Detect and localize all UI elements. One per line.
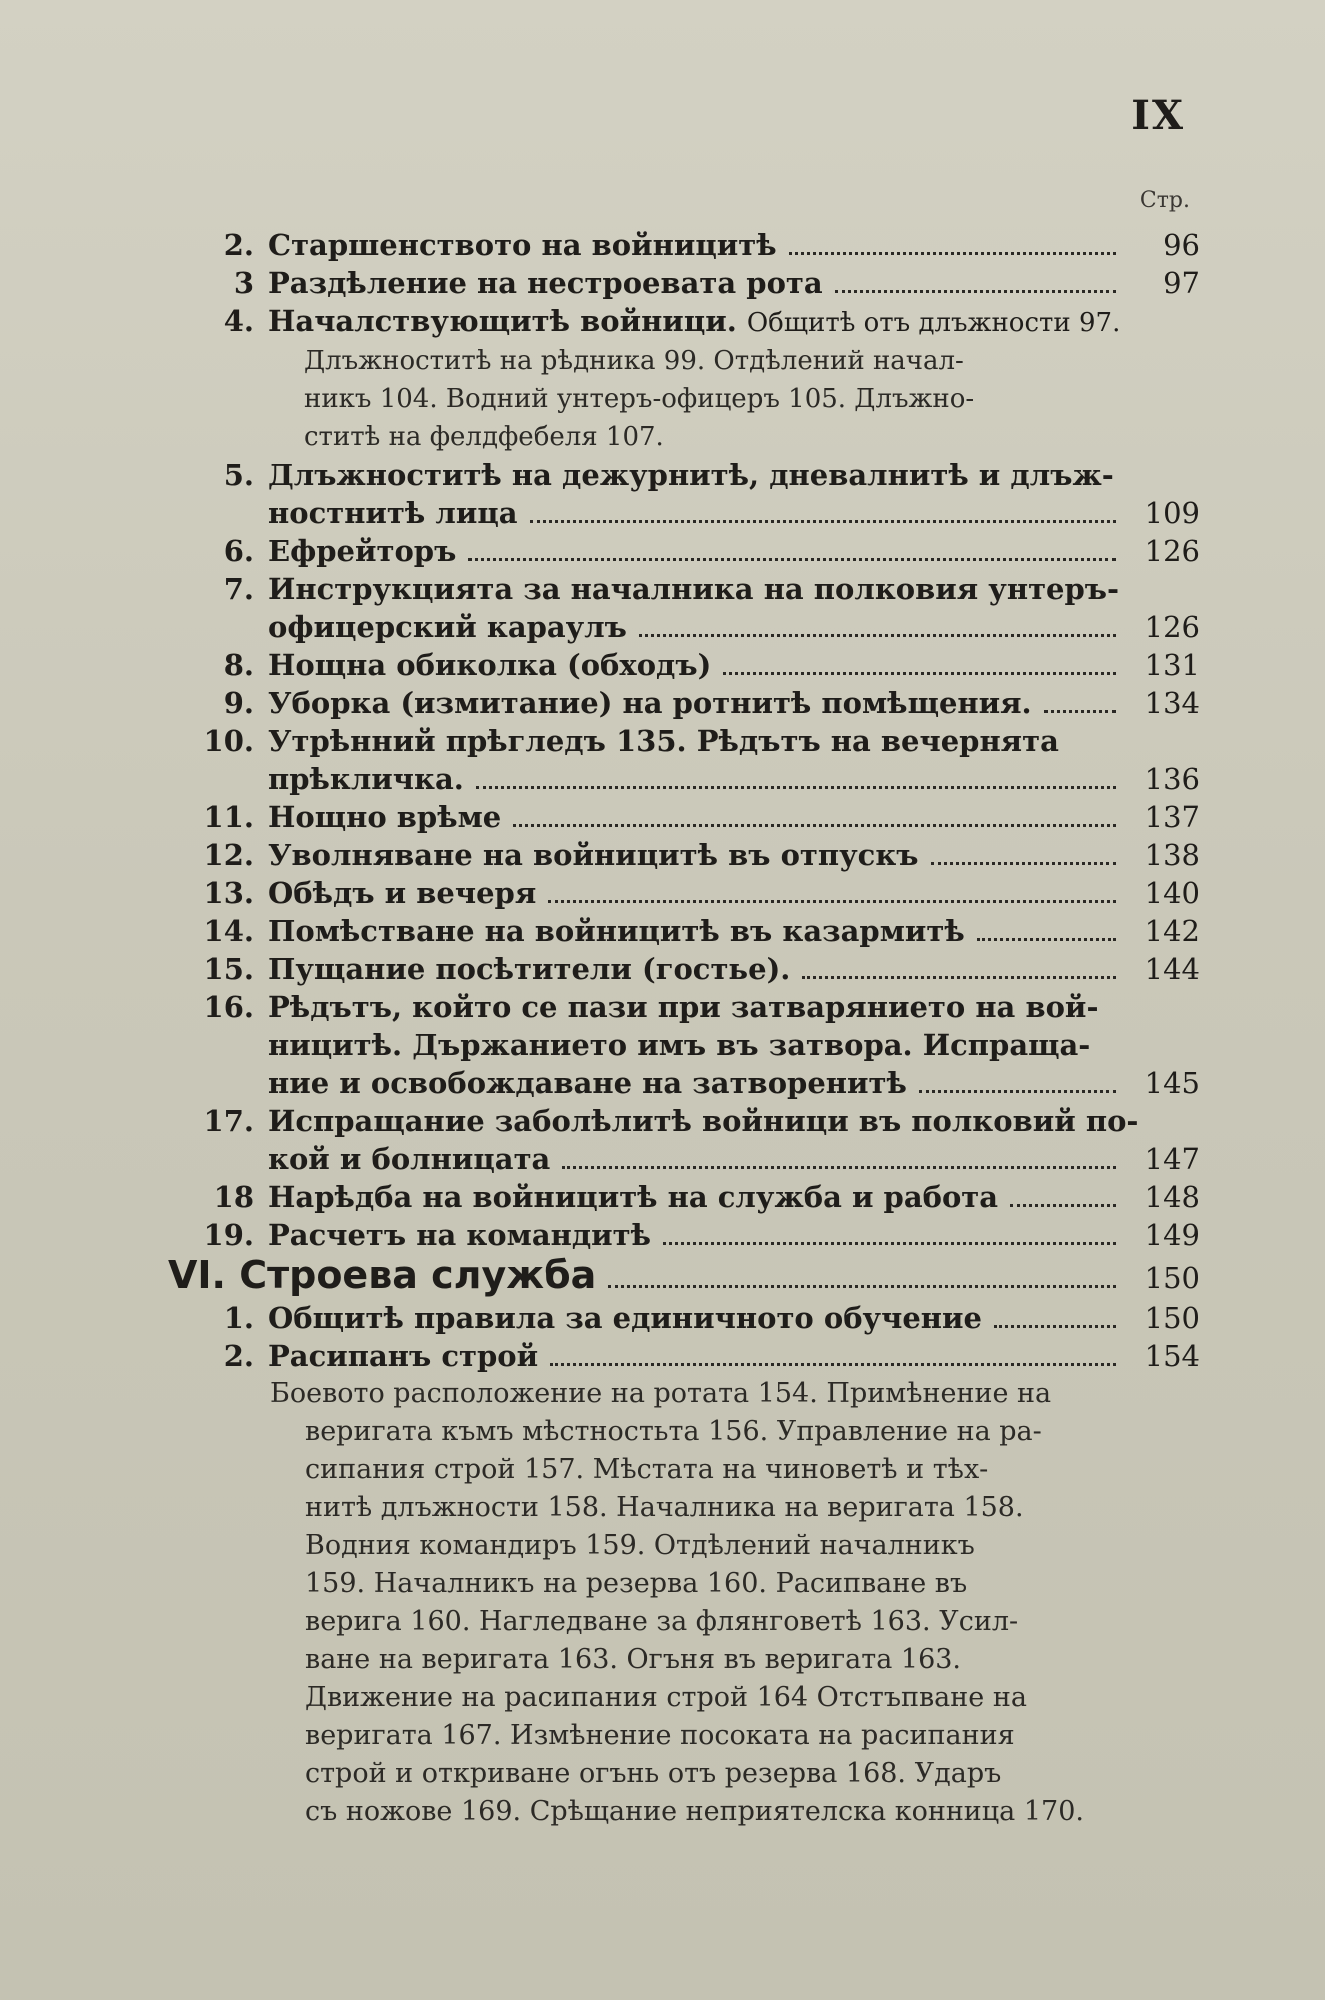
entry-page: 147 [1144, 1142, 1200, 1176]
entry-page: 154 [1144, 1339, 1200, 1373]
section-heading [168, 1254, 1200, 1299]
toc-entry [170, 1299, 1200, 1337]
paragraph-line: 159. Началникъ на резерва 160. Расипване въ [305, 1568, 968, 1599]
dot-leader [548, 900, 1116, 903]
toc-entry [170, 570, 1200, 608]
entry-title: Рѣдътъ, който се пази при затварянието на вой- [268, 990, 1099, 1024]
toc-entry [170, 684, 1200, 722]
entry-number: 9. [223, 686, 254, 720]
paragraph-line: веригата 167. Измѣнение посоката на расипания [305, 1720, 1015, 1751]
toc-entry-continuation [170, 1064, 1200, 1102]
entry-number: 1. [223, 1301, 254, 1335]
entry-title: Нощно врѣме [268, 800, 502, 834]
entry-title: Длъжноститѣ на дежурнитѣ, дневалнитѣ и длъж- [268, 458, 1114, 492]
entry-page: 138 [1144, 838, 1200, 872]
dot-leader [1044, 710, 1116, 713]
dot-leader [802, 976, 1116, 979]
entry-title: Пущание посѣтители (гостье). [268, 952, 791, 986]
entry-page: 140 [1144, 876, 1200, 910]
entry-number: 18 [213, 1180, 254, 1214]
toc-entry [170, 950, 1200, 988]
entry-page: 148 [1144, 1180, 1200, 1214]
entry-title-cont: кой и болницата [268, 1142, 551, 1176]
toc-entry-continuation [170, 1140, 1200, 1178]
entry-title: Ефрейторъ [268, 534, 457, 568]
entry-title-cont: ние и освобождаване на затворенитѣ [268, 1066, 907, 1100]
entry-title: Раздѣление на нестроевата рота [268, 266, 823, 300]
entry-number: 15. [203, 952, 254, 986]
dot-leader [835, 290, 1116, 293]
entry-number: 17. [203, 1104, 254, 1138]
paragraph-line: ване на веригата 163. Огъня въ веригата 163. [305, 1644, 962, 1675]
entry-title: Инструкцията за началника на полковия унтеръ- [268, 572, 1120, 606]
entry-title-cont: ностнитѣ лица [268, 496, 518, 530]
toc-entry [170, 1178, 1200, 1216]
toc-entry [170, 874, 1200, 912]
entry-number: 13. [203, 876, 254, 910]
section-title: VI. Строева служба [168, 1253, 597, 1297]
toc-entry [170, 302, 1200, 342]
entry-title-cont: прѣкличка. [268, 762, 464, 796]
entry-page: 126 [1144, 610, 1200, 644]
table-of-contents [170, 226, 1200, 1831]
entry-title-cont: ницитѣ. Държанието имъ въ затвора. Испраща- [268, 1028, 1091, 1062]
dot-leader [608, 1285, 1116, 1288]
entry-number: 11. [203, 800, 254, 834]
dot-leader [1010, 1204, 1116, 1207]
entry-page: 142 [1144, 914, 1200, 948]
dot-leader [562, 1166, 1116, 1169]
entry-tail: Общитѣ отъ длъжности 97. [746, 308, 1121, 338]
entry-subtext: ститѣ на фелдфебеля 107. [304, 422, 664, 452]
entry-title: Нощна обиколка (обходъ) [268, 648, 712, 682]
dot-leader [919, 1090, 1116, 1093]
entry-page: 145 [1144, 1066, 1200, 1100]
toc-entry [170, 912, 1200, 950]
entry-subtext: никъ 104. Водний унтеръ-офицеръ 105. Длъжно- [304, 384, 975, 414]
entry-page: 126 [1144, 534, 1200, 568]
dot-leader [977, 938, 1116, 941]
dot-leader [476, 786, 1116, 789]
dot-leader [663, 1242, 1116, 1245]
entry-number: 7. [223, 572, 254, 606]
toc-entry [170, 722, 1200, 760]
entry-page: 97 [1163, 266, 1200, 300]
dot-leader [550, 1363, 1116, 1366]
toc-entry [170, 226, 1200, 264]
toc-entry-continuation [170, 760, 1200, 798]
entry-title: Обѣдъ и вечеря [268, 876, 537, 910]
paragraph-line: верига 160. Нагледване за флянговетѣ 163. Усил- [305, 1606, 1019, 1637]
entry-title: Уволняване на войницитѣ въ отпускъ [268, 838, 919, 872]
entry-number: 10. [203, 724, 254, 758]
paragraph-line: Движение на расипания строй 164 Отстъпване на [305, 1682, 1027, 1713]
toc-entry [170, 1337, 1200, 1375]
entry-number: 14. [203, 914, 254, 948]
entry-page: 144 [1144, 952, 1200, 986]
toc-entry [170, 798, 1200, 836]
entry-number: 19. [203, 1218, 254, 1252]
toc-entry [170, 646, 1200, 684]
section-page: 150 [1144, 1261, 1200, 1295]
paragraph-line: Боевото расположение на ротата 154. Примѣнение на [270, 1378, 1052, 1409]
toc-entry [170, 1216, 1200, 1254]
entry-title: Началствующитѣ войници. [268, 304, 737, 338]
paragraph-line: веригата къмъ мѣстностьта 156. Управление на ра- [305, 1416, 1042, 1447]
dot-leader [931, 862, 1116, 865]
entry-page: 96 [1163, 228, 1200, 262]
dot-leader [639, 634, 1116, 637]
entry-number: 3 [233, 266, 254, 300]
entry-title: Расчетъ на командитѣ [268, 1218, 652, 1252]
paragraph-line: Водния командиръ 159. Отдѣлений началникъ [305, 1530, 975, 1561]
entry-number: 2. [223, 1339, 254, 1373]
entry-title: Помѣстване на войницитѣ въ казармитѣ [268, 914, 965, 948]
entry-title: Общитѣ правила за единичното обучение [268, 1301, 982, 1335]
entry-page: 134 [1144, 686, 1200, 720]
toc-entry-continuation [170, 608, 1200, 646]
entry-title: Расипанъ строй [268, 1339, 539, 1373]
toc-entry [170, 1102, 1200, 1140]
entry-number: 2. [223, 228, 254, 262]
entry-title-cont: офицерский караулъ [268, 610, 627, 644]
entry-subtext: Длъжноститѣ на рѣдника 99. Отдѣлений начал- [304, 346, 964, 376]
toc-entry [170, 456, 1200, 494]
entry-page: 149 [1144, 1218, 1200, 1252]
toc-entry [170, 988, 1200, 1026]
entry-page: 109 [1144, 496, 1200, 530]
entry-title: Испращание заболѣлитѣ войници въ полковий по- [268, 1104, 1139, 1138]
entry-page: 131 [1144, 648, 1200, 682]
entry-title: Старшенството на войницитѣ [268, 228, 777, 262]
entry-title: Утрѣнний прѣгледъ 135. Рѣдътъ на вечернята [268, 724, 1059, 758]
entry-number: 8. [223, 648, 254, 682]
entry-number: 6. [223, 534, 254, 568]
paragraph-line: строй и откриване огънь отъ резерва 168. Ударъ [305, 1758, 1002, 1789]
toc-entry-continuation [170, 494, 1200, 532]
entry-page: 150 [1144, 1301, 1200, 1335]
dot-leader [530, 520, 1116, 523]
page-column-label: Стр. [1139, 188, 1190, 213]
page-number: IX [1131, 92, 1185, 139]
entry-title: Нарѣдба на войницитѣ на служба и работа [268, 1180, 999, 1214]
entry-number: 12. [203, 838, 254, 872]
toc-entry [170, 532, 1200, 570]
paragraph-line: съ ножове 169. Срѣщание неприятелска конница 170. [305, 1796, 1084, 1827]
dot-leader [723, 672, 1116, 675]
toc-entry [170, 264, 1200, 302]
entry-title: Уборка (измитание) на ротнитѣ помѣщения. [268, 686, 1032, 720]
dot-leader [994, 1325, 1116, 1328]
toc-entry [170, 836, 1200, 874]
entry-page: 136 [1144, 762, 1200, 796]
dot-leader [513, 824, 1116, 827]
paragraph-line: нитѣ длъжности 158. Началника на веригата 158. [305, 1492, 1024, 1523]
entry-number: 4. [223, 304, 254, 338]
paragraph-line: сипания строй 157. Мѣстата на чиноветѣ и тѣх- [305, 1454, 989, 1485]
entry-number: 5. [223, 458, 254, 492]
dot-leader [468, 558, 1116, 561]
subtopic-paragraph [170, 1375, 1200, 1831]
entry-number: 16. [203, 990, 254, 1024]
entry-page: 137 [1144, 800, 1200, 834]
dot-leader [789, 252, 1116, 255]
